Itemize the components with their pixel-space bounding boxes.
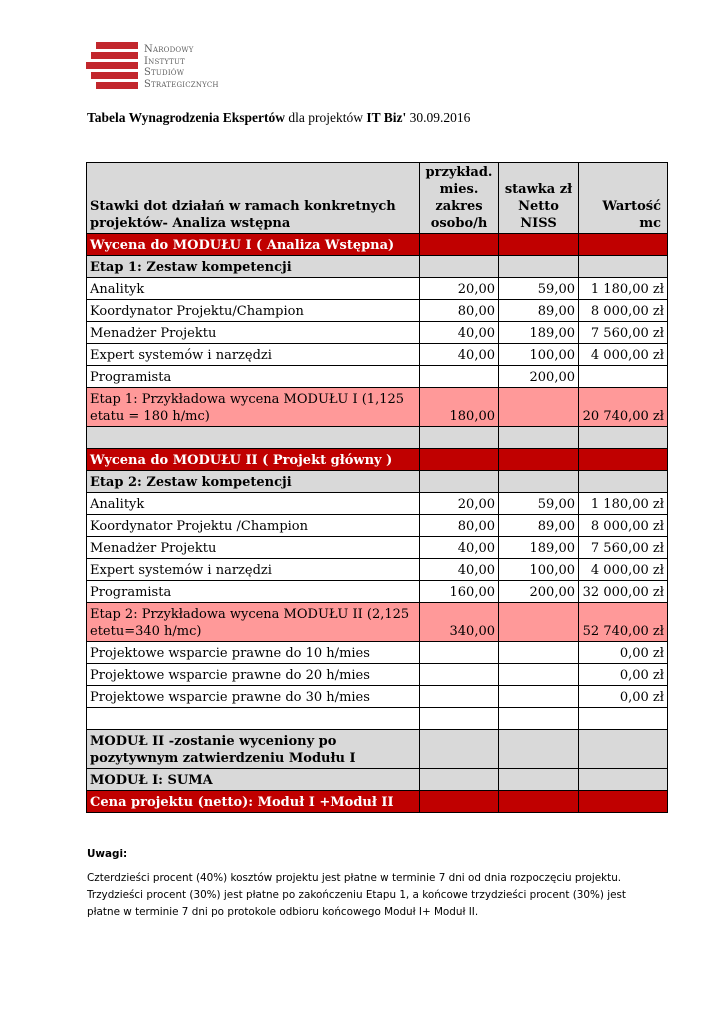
summary-label: Etap 1: Przykładowa wycena MODUŁU I (1,125 etatu = 180 h/mc)	[87, 388, 420, 427]
table-row	[87, 515, 668, 537]
row-role: Expert systemów i narzędzi	[87, 559, 420, 581]
row-rate: 89,00	[499, 515, 579, 537]
title-part-3: IT Biz'	[366, 110, 407, 125]
row-value: 7 560,00 zł	[579, 322, 668, 344]
row-rate: 100,00	[499, 344, 579, 366]
logo-line-2: Instytut	[144, 55, 185, 67]
row-role: Koordynator Projektu/Champion	[87, 300, 420, 322]
legal-support-value: 0,00 zł	[579, 664, 668, 686]
row-hours: 40,00	[420, 559, 499, 581]
stage-2-header-row	[87, 471, 668, 493]
row-role: Programista	[87, 366, 420, 388]
header-hours: przykład. mies. zakres osobo/h	[420, 163, 499, 234]
stage-2-summary-row	[87, 603, 668, 642]
table-row	[87, 300, 668, 322]
row-hours: 20,00	[420, 493, 499, 515]
header-description: Stawki dot działań w ramach konkretnych projektów- Analiza wstępna	[87, 163, 420, 234]
notes-line-1: Czterdzieści procent (40%) kosztów projektu jest płatne w terminie 7 dni od dnia rozpoczęciu projektu.	[87, 872, 622, 884]
logo-line-3: Studiów	[144, 67, 185, 78]
legal-support-label: Projektowe wsparcie prawne do 10 h/mies	[87, 642, 420, 664]
row-hours	[420, 366, 499, 388]
summary-value: 52 740,00 zł	[579, 603, 668, 642]
legal-support-row	[87, 642, 668, 664]
stage-1-label: Etap 1: Zestaw kompetencji	[87, 256, 420, 278]
title-date: 30.09.2016	[406, 110, 471, 125]
row-rate: 59,00	[499, 278, 579, 300]
row-value: 8 000,00 zł	[579, 300, 668, 322]
table-row	[87, 344, 668, 366]
header-value: Wartość mc	[579, 163, 668, 234]
stage-1-summary-row	[87, 388, 668, 427]
row-role: Analityk	[87, 493, 420, 515]
logo-bars-icon	[86, 42, 138, 92]
row-value: 1 180,00 zł	[579, 493, 668, 515]
table-row	[87, 493, 668, 515]
row-rate: 89,00	[499, 300, 579, 322]
title-part-2: dla projektów	[285, 110, 367, 125]
row-role: Analityk	[87, 278, 420, 300]
project-price-label: Cena projektu (netto): Moduł I +Moduł II	[87, 791, 420, 813]
summary-hours: 340,00	[420, 603, 499, 642]
row-value: 4 000,00 zł	[579, 344, 668, 366]
row-value: 7 560,00 zł	[579, 537, 668, 559]
document-title	[87, 110, 470, 126]
row-hours: 80,00	[420, 300, 499, 322]
summary-rate	[499, 603, 579, 642]
legal-support-value: 0,00 zł	[579, 686, 668, 708]
module-2-label: Wycena do MODUŁU II ( Projekt główny )	[87, 449, 420, 471]
row-hours: 40,00	[420, 537, 499, 559]
module-1-header-row	[87, 234, 668, 256]
row-value: 1 180,00 zł	[579, 278, 668, 300]
stage-1-header-row	[87, 256, 668, 278]
notes-line-3: płatne w terminie 7 dni po protokole odbioru końcowego Moduł I+ Moduł II.	[87, 906, 479, 918]
table-row	[87, 366, 668, 388]
row-hours: 40,00	[420, 322, 499, 344]
table-row	[87, 278, 668, 300]
module-2-header-row	[87, 449, 668, 471]
table-row	[87, 322, 668, 344]
spacer-row	[87, 427, 668, 449]
title-part-1: Tabela Wynagrodzenia Ekspertów	[87, 110, 286, 125]
project-price-row	[87, 791, 668, 813]
row-rate: 59,00	[499, 493, 579, 515]
table-row	[87, 559, 668, 581]
header-rate: stawka zł Netto NISS	[499, 163, 579, 234]
row-value	[579, 366, 668, 388]
institute-logo	[86, 42, 256, 92]
row-role: Menadżer Projektu	[87, 322, 420, 344]
row-hours: 160,00	[420, 581, 499, 603]
row-hours: 40,00	[420, 344, 499, 366]
module-1-sum-row	[87, 769, 668, 791]
row-role: Koordynator Projektu /Champion	[87, 515, 420, 537]
row-role: Menadżer Projektu	[87, 537, 420, 559]
spacer-row	[87, 708, 668, 730]
row-role: Expert systemów i narzędzi	[87, 344, 420, 366]
rates-table	[86, 162, 668, 813]
row-rate: 189,00	[499, 537, 579, 559]
module-2-note-row	[87, 730, 668, 769]
table-row	[87, 581, 668, 603]
legal-support-label: Projektowe wsparcie prawne do 30 h/mies	[87, 686, 420, 708]
row-value: 32 000,00 zł	[579, 581, 668, 603]
logo-line-4: Strategicznych	[144, 78, 219, 90]
notes-section	[87, 846, 647, 921]
row-rate: 200,00	[499, 366, 579, 388]
table-header-row	[87, 163, 668, 234]
legal-support-value: 0,00 zł	[579, 642, 668, 664]
module-2-note: MODUŁ II -zostanie wyceniony po pozytywnym zatwierdzeniu Modułu I	[87, 730, 420, 769]
row-role: Programista	[87, 581, 420, 603]
row-rate: 100,00	[499, 559, 579, 581]
row-value: 4 000,00 zł	[579, 559, 668, 581]
row-hours: 80,00	[420, 515, 499, 537]
summary-value: 20 740,00 zł	[579, 388, 668, 427]
stage-2-label: Etap 2: Zestaw kompetencji	[87, 471, 420, 493]
row-rate: 200,00	[499, 581, 579, 603]
legal-support-row	[87, 686, 668, 708]
summary-hours: 180,00	[420, 388, 499, 427]
table-row	[87, 537, 668, 559]
logo-line-1: Narodowy	[144, 44, 194, 55]
legal-support-row	[87, 664, 668, 686]
summary-label: Etap 2: Przykładowa wycena MODUŁU II (2,125 etetu=340 h/mc)	[87, 603, 420, 642]
summary-rate	[499, 388, 579, 427]
module-1-sum-label: MODUŁ I: SUMA	[87, 769, 420, 791]
row-value: 8 000,00 zł	[579, 515, 668, 537]
row-rate: 189,00	[499, 322, 579, 344]
legal-support-label: Projektowe wsparcie prawne do 20 h/mies	[87, 664, 420, 686]
row-hours: 20,00	[420, 278, 499, 300]
notes-line-2: Trzydzieści procent (30%) jest płatne po zakończeniu Etapu 1, a końcowe trzydzieści procent (30%) jest	[87, 889, 626, 901]
notes-title: Uwagi:	[87, 848, 128, 860]
module-1-label: Wycena do MODUŁU I ( Analiza Wstępna)	[87, 234, 420, 256]
